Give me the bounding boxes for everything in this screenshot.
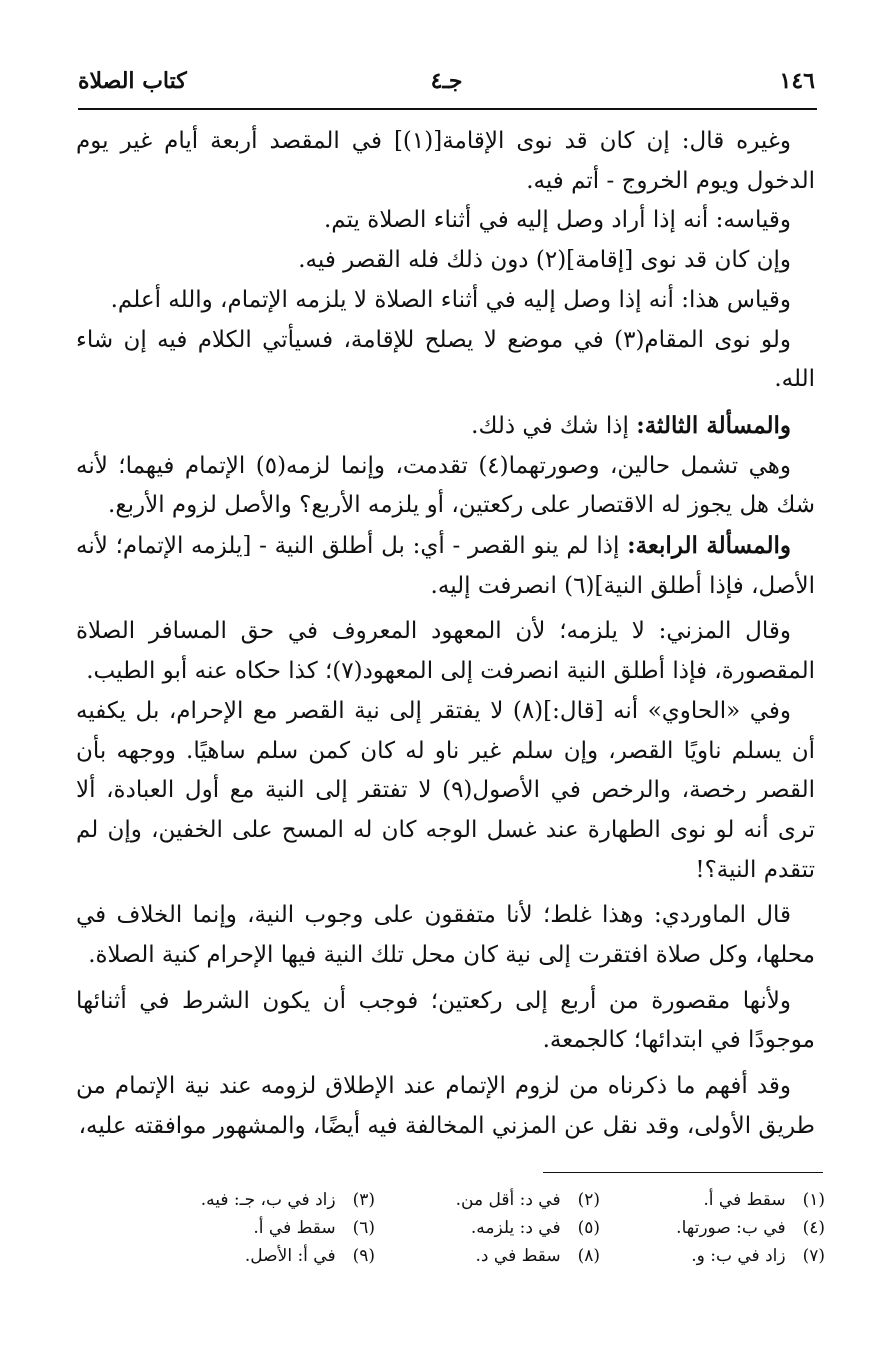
footnote: (١) سقط في أ.	[703, 1190, 825, 1210]
footnote: (٢) في د: أقل من.	[455, 1190, 600, 1210]
section-text: إذا شك في ذلك.	[471, 412, 629, 439]
footnote: (٩) في أ: الأصل.	[244, 1246, 375, 1266]
footnote: (٣) زاد في ب، جـ: فيه.	[200, 1190, 375, 1210]
paragraph: وقال المزني: لا يلزمه؛ لأن المعهود المعروف في حق المسافر الصلاة المقصورة، فإذا أطلق النية انصرفت إلى المعهود(٧)؛ كذا حكاه عنه أبو الطيب.	[76, 618, 815, 685]
footnotes	[150, 1186, 825, 1270]
paragraph: ولأنها مقصورة من أربع إلى ركعتين؛ فوجب أن يكون الشرط في أثنائها موجودًا في ابتدائها؛ كالجمعة.	[76, 987, 815, 1054]
paragraph: وقد أفهم ما ذكرناه من لزوم الإتمام عند الإطلاق لزومه عند نية الإتمام من طريق الأولى، وقد نقل عن المزني المخالفة فيه أيضًا، والمشهور موافقته عليه،	[76, 1073, 815, 1139]
header-rule	[78, 108, 817, 110]
footnote-row	[150, 1186, 825, 1214]
footnote: (٧) زاد في ب: و.	[691, 1246, 825, 1266]
footnote-rule	[543, 1172, 823, 1173]
paragraph: وإن كان قد نوى [إقامة](٢) دون ذلك فله القصر فيه.	[298, 247, 791, 274]
volume-label: جـ٤	[430, 68, 463, 94]
main-text	[76, 122, 815, 1147]
paragraph: وهي تشمل حالين، وصورتهما(٤) تقدمت، وإنما لزمه(٥) الإتمام فيهما؛ لأنه شك هل يجوز له الاقتصار على ركعتين، أو يلزمه الأربع؟ والأصل لزوم الأربع.	[76, 452, 815, 519]
paragraph: وغيره قال: إن كان قد نوى الإقامة[(١)] في المقصد أربعة أيام غير يوم الدخول ويوم الخروج - أتم فيه.	[76, 128, 815, 194]
paragraph: وفي «الحاوي» أنه [قال:](٨) لا يفتقر إلى نية القصر مع الإحرام، بل يكفيه أن يسلم ناويًا القصر، وإن سلم غير ناو له كان كمن سلم ساهيًا. ووجهه بأن القصر رخصة، والرخص في الأصول(٩) لا تفتقر إلى النية مع أول العبادة، ألا ترى أنه لو نوى الطهارة عند غسل الوجه كان له المسح على الخفين، وإن لم تتقدم النية؟!	[76, 697, 815, 883]
footnote: (٦) سقط في أ.	[253, 1218, 375, 1238]
paragraph: قال الماوردي: وهذا غلط؛ لأنا متفقون على وجوب النية، وإنما الخلاف في محلها، وكل صلاة افتقرت إلى نية كان محل تلك النية فيها الإحرام كنية الصلاة.	[76, 902, 815, 969]
paragraph-section-heading	[76, 526, 815, 606]
section-lead: والمسألة الرابعة:	[627, 532, 791, 560]
footnote-row	[150, 1242, 825, 1270]
footnote: (٨) سقط في د.	[475, 1246, 600, 1266]
paragraph-section-heading	[76, 406, 815, 447]
footnote: (٤) في ب: صورتها.	[676, 1218, 825, 1238]
paragraph: ولو نوى المقام(٣) في موضع لا يصلح للإقامة، فسيأتي الكلام فيه إن شاء الله.	[76, 326, 815, 393]
page-header	[78, 64, 815, 98]
footnote: (٥) في د: يلزمه.	[470, 1218, 600, 1238]
section-lead: والمسألة الثالثة:	[636, 411, 791, 439]
paragraph: وقياس هذا: أنه إذا وصل إليه في أثناء الصلاة لا يلزمه الإتمام، والله أعلم.	[110, 286, 791, 313]
page-number: ١٤٦	[779, 68, 815, 94]
footnote-row	[150, 1214, 825, 1242]
paragraph: وقياسه: أنه إذا أراد وصل إليه في أثناء الصلاة يتم.	[324, 207, 791, 234]
section-text: إذا لم ينو القصر - أي: بل أطلق النية - [يلزمه الإتمام؛ لأنه الأصل، فإذا أطلق النية](٦) انصرفت إليه.	[76, 533, 815, 599]
book-title: كتاب الصلاة	[78, 68, 187, 94]
